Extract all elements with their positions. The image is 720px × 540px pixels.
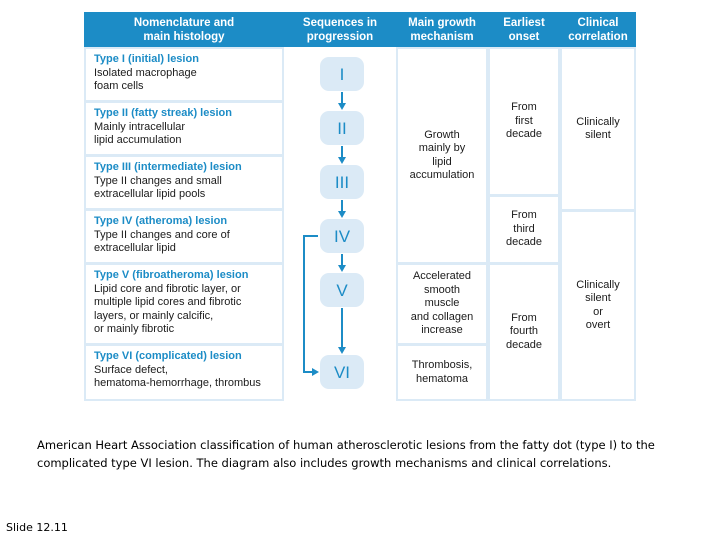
- lesion-type-1: [86, 49, 282, 100]
- header-onset: Earliest onset: [488, 12, 560, 47]
- header-nomenclature: Nomenclature and main histology: [84, 12, 284, 47]
- progression-diagram: [284, 47, 396, 401]
- lesion-title: Type VI (complicated) lesion: [94, 350, 242, 362]
- lesion-title: Type I (initial) lesion: [94, 53, 199, 65]
- lesion-desc: Mainly intracellular lipid accumulation: [94, 120, 186, 146]
- header-sequences: Sequences in progression: [284, 12, 396, 47]
- sequence-label: III: [334, 173, 350, 192]
- lesion-type-2: [86, 103, 282, 154]
- clinical-silent-or-overt: Clinically silent or overt: [562, 212, 634, 399]
- growth-lipid: Growth mainly by lipid accumulation: [398, 49, 486, 262]
- aha-classification-figure: [84, 12, 636, 401]
- growth-smooth-muscle: Accelerated smooth muscle and collagen increase: [398, 265, 486, 343]
- lesion-title: Type IV (atheroma) lesion: [94, 215, 228, 227]
- sequence-label: VI: [333, 363, 351, 382]
- lesion-type-5: [86, 265, 282, 343]
- sequence-label: II: [337, 119, 347, 138]
- lesion-title: Type III (intermediate) lesion: [94, 161, 242, 173]
- sequence-label: IV: [333, 227, 351, 246]
- onset-first-decade: From first decade: [490, 49, 558, 194]
- onset-fourth-decade: From fourth decade: [490, 265, 558, 399]
- lesion-desc: Isolated macrophage foam cells: [94, 66, 197, 92]
- lesion-desc: Lipid core and fibrotic layer, or multiple lipid cores and fibrotic layers, or mainly calcific, or mainly fibrotic: [94, 282, 242, 335]
- header-growth: Main growth mechanism: [396, 12, 488, 47]
- growth-thrombosis: Thrombosis, hematoma: [398, 346, 486, 399]
- slide-number: Slide 12.11: [6, 521, 68, 534]
- onset-third-decade: From third decade: [490, 197, 558, 262]
- sequence-label: V: [336, 281, 348, 300]
- sequence-label: I: [339, 65, 345, 84]
- lesion-title: Type V (fibroatheroma) lesion: [94, 269, 249, 281]
- lesion-desc: Type II changes and core of extracellular lipid: [94, 228, 230, 254]
- lesion-desc: Surface defect, hematoma-hemorrhage, thrombus: [94, 363, 261, 389]
- lesion-type-6: [86, 346, 282, 399]
- header-clinical: Clinical correlation: [560, 12, 636, 47]
- lesion-title: Type II (fatty streak) lesion: [94, 107, 232, 119]
- lesion-type-4: [86, 211, 282, 262]
- sequence-column: [284, 47, 396, 401]
- lesion-desc: Type II changes and small extracellular lipid pools: [94, 174, 222, 200]
- lesion-type-3: [86, 157, 282, 208]
- clinical-silent: Clinically silent: [562, 49, 634, 209]
- figure-caption: American Heart Association classification of human atherosclerotic lesions from the fatty dot (type I) to the complicated type VI lesion. The diagram also includes growth mechanisms and clinical correlations.: [37, 438, 655, 470]
